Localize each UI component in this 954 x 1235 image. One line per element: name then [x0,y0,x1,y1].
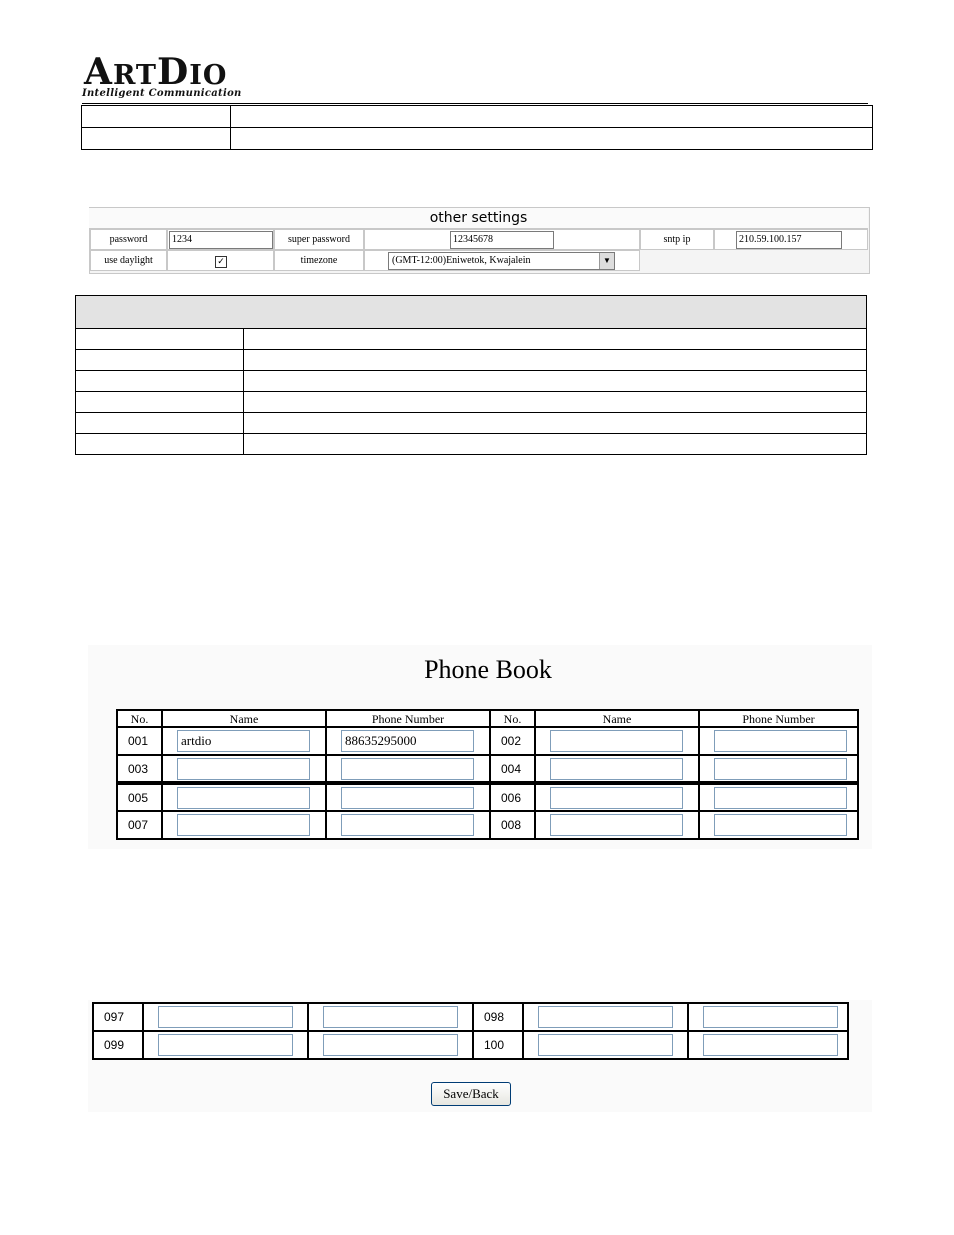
name-input[interactable]: artdio [177,730,310,752]
entry-number: 003 [117,755,162,783]
header-no: No. [490,710,535,727]
chevron-down-icon[interactable]: ▼ [599,253,614,269]
header-phone-number: Phone Number [326,710,490,727]
phone-number-input[interactable] [703,1034,838,1056]
phone-number-input[interactable] [703,1006,838,1028]
phone-number-input[interactable] [341,758,474,780]
use-daylight-checkbox[interactable]: ✓ [215,256,227,268]
phone-number-input[interactable] [323,1034,458,1056]
sntp-ip-label: sntp ip [640,229,714,250]
entry-number: 098 [473,1003,523,1031]
save-back-button[interactable]: Save/Back [431,1082,511,1106]
super-password-cell [364,229,640,250]
timezone-cell [364,250,640,271]
phone-number-input[interactable] [341,787,474,809]
phone-number-input[interactable] [714,758,847,780]
table-row [117,783,858,811]
header-no: No. [117,710,162,727]
phone-number-input[interactable] [714,730,847,752]
top-empty-table [81,105,873,150]
phone-book-table [116,709,859,840]
table-row [117,811,858,839]
entry-number: 004 [490,755,535,783]
phone-number-input[interactable] [714,814,847,836]
name-input[interactable] [538,1034,673,1056]
name-input[interactable] [177,787,310,809]
table-row [117,755,858,783]
entry-number: 005 [117,783,162,811]
entry-number: 002 [490,727,535,755]
entry-number: 007 [117,811,162,839]
table-row [117,727,858,755]
name-input[interactable] [538,1006,673,1028]
sntp-ip-cell [714,229,868,250]
name-input[interactable] [177,758,310,780]
phone-number-input[interactable] [714,787,847,809]
use-daylight-cell [167,250,274,271]
empty-settings-table [75,295,867,455]
header-divider [82,103,868,104]
name-input[interactable] [550,758,683,780]
timezone-select[interactable] [388,252,615,270]
timezone-value: (GMT-12:00)Eniwetok, Kwajalein [392,255,531,266]
entry-number: 006 [490,783,535,811]
header-phone-number: Phone Number [699,710,858,727]
entry-number: 001 [117,727,162,755]
password-cell [167,229,274,250]
sntp-ip-input[interactable]: 210.59.100.157 [736,231,842,249]
phone-book-bottom-table [92,1002,849,1060]
phone-number-input[interactable]: 88635295000 [341,730,474,752]
logo-tagline: Intelligent Communication [82,88,242,99]
artdio-logo: ARTDIO [84,51,228,93]
phone-number-input[interactable] [341,814,474,836]
phone-book-title: Phone Book [424,655,552,684]
other-settings-title: other settings [89,208,868,229]
use-daylight-label: use daylight [90,250,167,271]
header-name: Name [535,710,699,727]
phone-number-input[interactable] [323,1006,458,1028]
header-name: Name [162,710,326,727]
super-password-input[interactable]: 12345678 [450,231,554,249]
name-input[interactable] [177,814,310,836]
entry-number: 099 [93,1031,143,1059]
password-input[interactable]: 1234 [169,231,273,249]
name-input[interactable] [158,1006,293,1028]
entry-number: 100 [473,1031,523,1059]
name-input[interactable] [158,1034,293,1056]
table-row [93,1003,848,1031]
name-input[interactable] [550,787,683,809]
name-input[interactable] [550,814,683,836]
super-password-label: super password [274,229,364,250]
entry-number: 097 [93,1003,143,1031]
table-row [93,1031,848,1059]
password-label: password [90,229,167,250]
name-input[interactable] [550,730,683,752]
entry-number: 008 [490,811,535,839]
timezone-label: timezone [274,250,364,271]
